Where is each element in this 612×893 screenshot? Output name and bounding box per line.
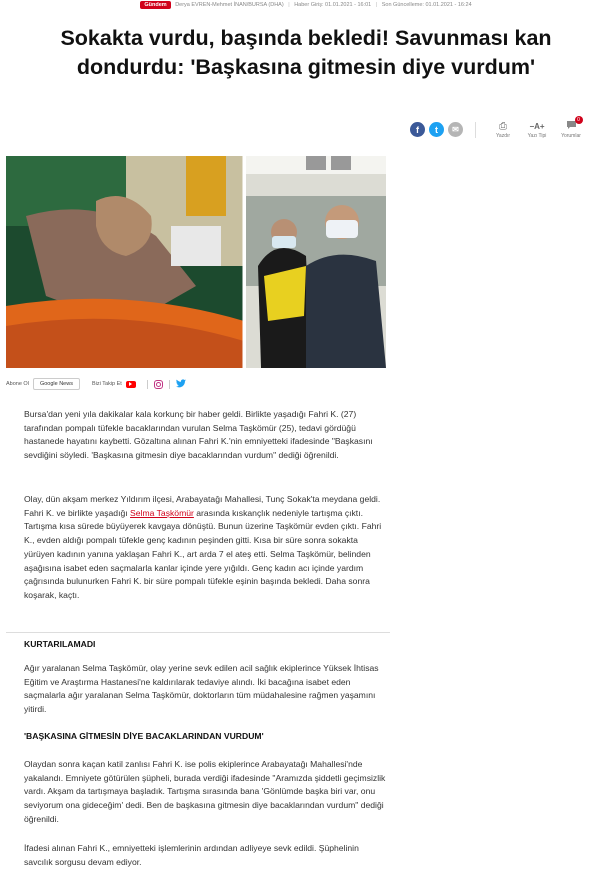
comment-count: 0 bbox=[575, 116, 583, 124]
article-paragraph: Olaydan sonra kaçan katil zanlısı Fahri K. ise polis ekiplerince Arabayatağı Mahallesi'nde yakalandı. Emniyete götürülen şüpheli, burada verdiği ifadesinde "Aramızda şiddetli geçimsizlik vardı. Akşam da tartışmaya başladık. Tartışma sırasında bana 'Gönlümde başka biri var, onu seviyorum ona gideceğim' dedi. Ben de başkasına gitmesin diye bacaklarından vurdum" dediği öğrenildi. bbox=[24, 759, 386, 824]
article-paragraph: İfadesi alınan Fahri K., emniyetteki işlemlerinin ardından adliyeye sevk edildi. Şüphelinin savcılık sorgusu devam ediyor. bbox=[24, 843, 359, 867]
twitter-icon: t bbox=[435, 124, 438, 135]
comments-icon bbox=[566, 117, 580, 133]
paragraph-text: Olay, dün akşam merkez Yıldırım ilçesi, Arabayatağı Mahallesi, Tunç Sokak'ta meydana geldi. Fahri K. ve birlikte yaşadığı bbox=[24, 494, 381, 518]
category-badge[interactable]: Gündem bbox=[140, 1, 170, 9]
text-size-button[interactable] bbox=[520, 120, 554, 139]
instagram-icon[interactable] bbox=[154, 380, 163, 389]
subscribe-label: Abone Ol bbox=[6, 381, 29, 387]
comments-label: Yorumlar bbox=[561, 133, 581, 139]
divider bbox=[147, 380, 148, 389]
text-size-label: Yazı Tipi bbox=[527, 133, 547, 139]
section-heading: KURTARILAMADI bbox=[24, 639, 96, 649]
print-label: Yazdır bbox=[495, 133, 511, 139]
follow-bar bbox=[6, 378, 386, 390]
twitter-share-button[interactable] bbox=[429, 122, 444, 137]
facebook-icon: f bbox=[416, 124, 419, 135]
divider bbox=[169, 380, 170, 389]
print-button[interactable] bbox=[486, 120, 520, 139]
article-photo bbox=[6, 156, 386, 368]
mail-share-button[interactable] bbox=[448, 122, 463, 137]
print-icon: ⎙ bbox=[499, 121, 507, 132]
article-meta: Gündem Derya EVREN-Mehmet İNAN/BURSA (DHA) | Haber Giriş: 01.01.2021 - 16:01 | Son Güncelleme: 01.01.2021 - 16:24 bbox=[0, 2, 612, 8]
twitter-icon[interactable] bbox=[176, 379, 186, 390]
share-toolbar bbox=[410, 117, 588, 139]
person-link[interactable]: Selma Taşkömür bbox=[130, 507, 194, 518]
updated-date: Son Güncelleme: 01.01.2021 - 16:24 bbox=[381, 2, 472, 8]
divider bbox=[6, 632, 390, 633]
youtube-icon[interactable] bbox=[126, 381, 136, 388]
text-size-icon: −A+ bbox=[529, 122, 545, 131]
paragraph-text: arasında kıskançlık nedeniyle tartışma çıktı. Tartışma kısa sürede büyüyerek kavgaya dönüştü. Bunun üzerine Taşkömür evden çıktı. Fahri K., evden aldığı pompalı tüfekle genç kadının peşinden gitti. Kısa bir süre sonra sokakta yürüyen kadının yanına yaklaşan Fahri K., art arda 7 el ateş etti. Selma Taşkömür, belinden aşağısına isabet eden saçmalarla kanlar içinde yere yığıldı. Genç kadın acı içinde yardım çağrısında bulunurken Fahri K. bir süre pompalı tüfekle eşinin başında bekledi. Daha sonra koşarak, kaçtı. bbox=[24, 507, 382, 600]
mail-icon: ✉ bbox=[452, 125, 459, 134]
divider bbox=[475, 122, 476, 138]
author-line: Derya EVREN-Mehmet İNAN/BURSA (DHA) bbox=[175, 2, 284, 8]
article-paragraph: Ağır yaralanan Selma Taşkömür, olay yerine sevk edilen acil sağlık ekiplerince Yüksek İhtisas Eğitim ve Araştırma Hastanesi'ne kaldırılarak tedaviye alındı. İki bacağına isabet eden saçmalarla ağır yaralanan Selma Taşkömür, doktorların tüm müdahalesine rağmen yaşamını yitirdi. bbox=[24, 663, 379, 715]
follow-label: Bizi Takip Et bbox=[91, 381, 122, 387]
article-paragraph bbox=[24, 493, 386, 603]
google-news-button[interactable]: Google News bbox=[33, 378, 80, 390]
section-heading: 'BAŞKASINA GİTMESİN DİYE BACAKLARINDAN VURDUM' bbox=[24, 731, 264, 741]
article-paragraph: Bursa'dan yeni yıla dakikalar kala korkunç bir haber geldi. Birlikte yaşadığı Fahri K. (27) tarafından pompalı tüfekle bacaklarından vurulan Selma Taşkömür (25), tedavi gördüğü hastanede hayatını kaybetti. Gözaltına alınan Fahri K.'nin emniyetteki ifadesinde "Başkasını sevdiğini söyledi. 'Başkasına gitmesin diye bacaklarından vurdum" dediği öğrenildi. bbox=[24, 409, 373, 461]
published-date: Haber Giriş: 01.01.2021 - 16:01 bbox=[294, 2, 372, 8]
facebook-share-button[interactable] bbox=[410, 122, 425, 137]
comments-button[interactable] bbox=[554, 117, 588, 139]
page-title: Sokakta vurdu, başında bekledi! Savunması kan dondurdu: 'Başkasına gitmesin diye vurdum' bbox=[60, 26, 552, 79]
